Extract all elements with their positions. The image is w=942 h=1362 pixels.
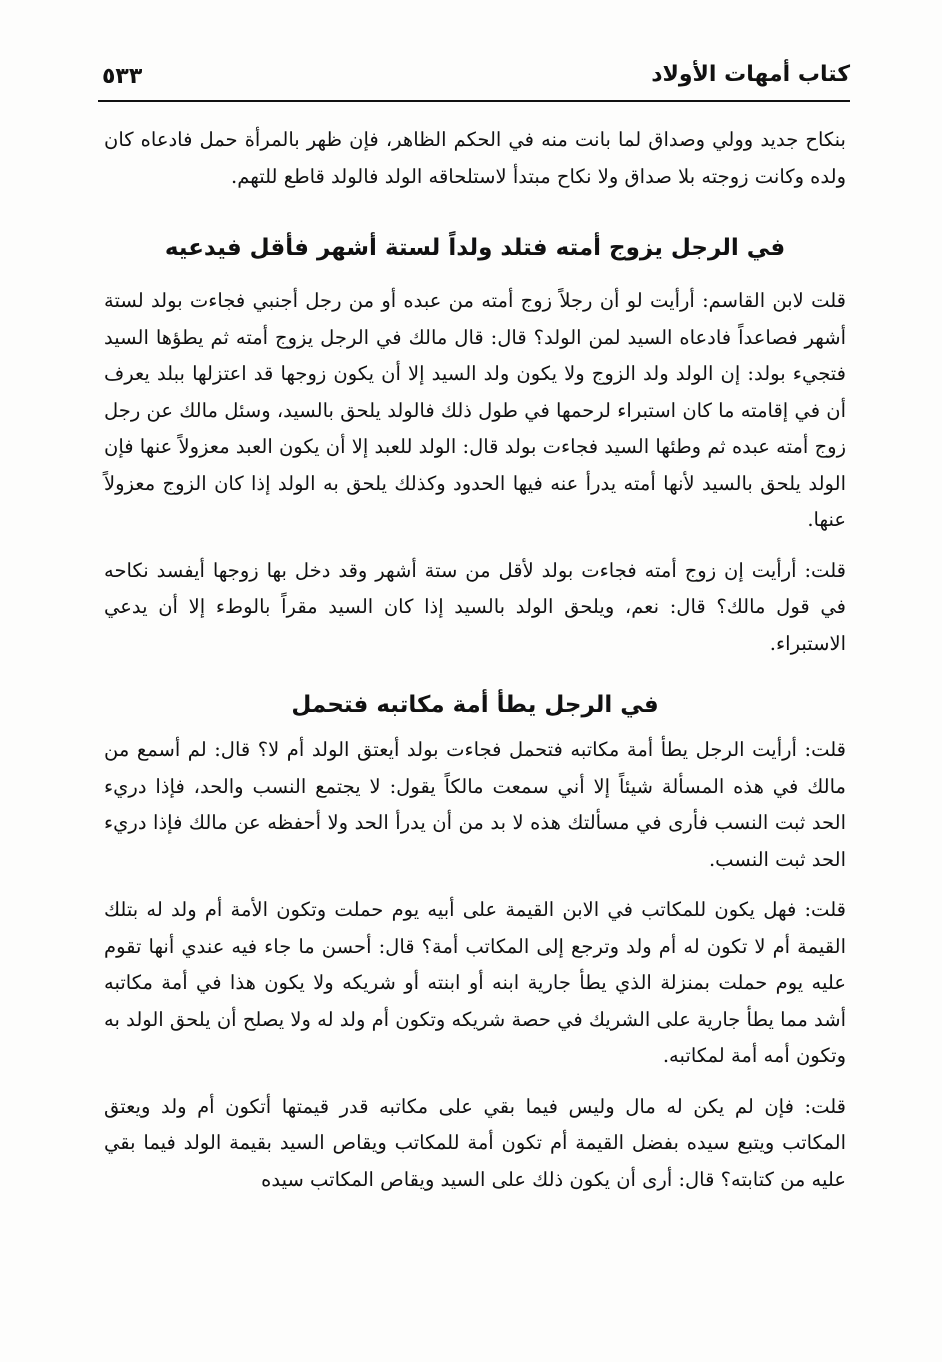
section-heading: في الرجل يطأ أمة مكاتبه فتحمل <box>291 692 659 718</box>
section-heading: في الرجل يزوج أمته فتلد ولداً لستة أشهر فأقل فيدعيه <box>164 235 786 261</box>
paragraph-continued: بنكاح جديد وولي وصداق لما بانت منه في الحكم الظاهر، فإن ظهر بالمرأة حمل فادعاه كان ولده وكانت زوجته بلا صداق ولا نكاح مبتدأ لاستلحاقه الولد فالولد قاطع للتهم. <box>104 128 846 188</box>
paragraph: قلت: فهل يكون للمكاتب في الابن القيمة على أبيه يوم حملت وتكون الأمة أم ولد له بتلك القيمة أم لا تكون له أم ولد وترجع إلى المكاتب أمة؟ قال: أحسن ما جاء فيه عندي أنها تقوم عليه يوم حملت بمنزلة الذي يطأ جارية ابنه أو ابنته أو شريكه ولا يكون هذا في أمة مكاتبه أشد مما يطأ جارية على الشريك في حصة شريكه وتكون أم ولد له ولا يصلح أن يلحق الولد به وتكون أمه أمة لمكاتبه. <box>104 898 846 1067</box>
paragraph: قلت: أرأيت إن زوج أمته فجاءت بولد لأقل من ستة أشهر وقد دخل بها زوجها أيفسد نكاحه في قول مالك؟ قال: نعم، ويلحق الولد بالسيد إذا كان السيد مقراً بالوطء إلا أن يدعي الاستبراء. <box>104 558 846 655</box>
paragraph: قلت: فإن لم يكن له مال وليس فيما بقي على مكاتبه قدر قيمتها أتكون أم ولد ويعتق المكاتب ويتبع سيده بفضل القيمة أم تكون أمة للمكاتب ويقاص السيد بقيمة الولد فيما بقي عليه من كتابته؟ قال: أرى أن يكون ذلك على السيد ويقاص المكاتب سيده <box>104 1094 846 1191</box>
page-body <box>104 122 846 1198</box>
paragraph: قلت: أرأيت الرجل يطأ أمة مكاتبه فتحمل فجاءت بولد أيعتق الولد أم لا؟ قال: لم أسمع من مالك في هذه المسألة شيئاً إلا أني سمعت مالكاً يقول: لا يجتمع النسب والحد، فإذا دريء الحد ثبت النسب فأرى في مسألتك هذه لا بد من أن يدرأ الحد ولا أحفظه عن مالك فإذا دريء الحد ثبت النسب. <box>104 738 846 871</box>
page-header <box>98 60 850 102</box>
paragraph: قلت لابن القاسم: أرأيت لو أن رجلاً زوج أمته من عبده أو من رجل أجنبي فجاءت بولد لستة أشهر فصاعداً فادعاه السيد لمن الولد؟ قال: قال مالك في الرجل يزوج أمته ثم يطؤها السيد فتجيء بولد: إن الولد ولد الزوج ولا يكون ولد السيد إلا أن يكون زوجها قد اعتزلها ببلد يعرف أن في إقامته ما كان استبراء لرحمها في طول ذلك فالولد يلحق بالسيد، وسئل مالك عن رجل زوج أمته عبده ثم وطئها السيد فجاءت بولد قال: الولد للعبد إلا أن يكون العبد معزولاً عنها فإن الولد يلحق بالسيد لأنها أمته يدرأ عنه فيها الحدود وكذلك يلحق به الولد إذا كان الزوج معزولاً عنها. <box>104 289 846 531</box>
page-number: ٥٣٣ <box>102 64 143 89</box>
book-title: كتاب أمهات الأولاد <box>651 62 850 87</box>
